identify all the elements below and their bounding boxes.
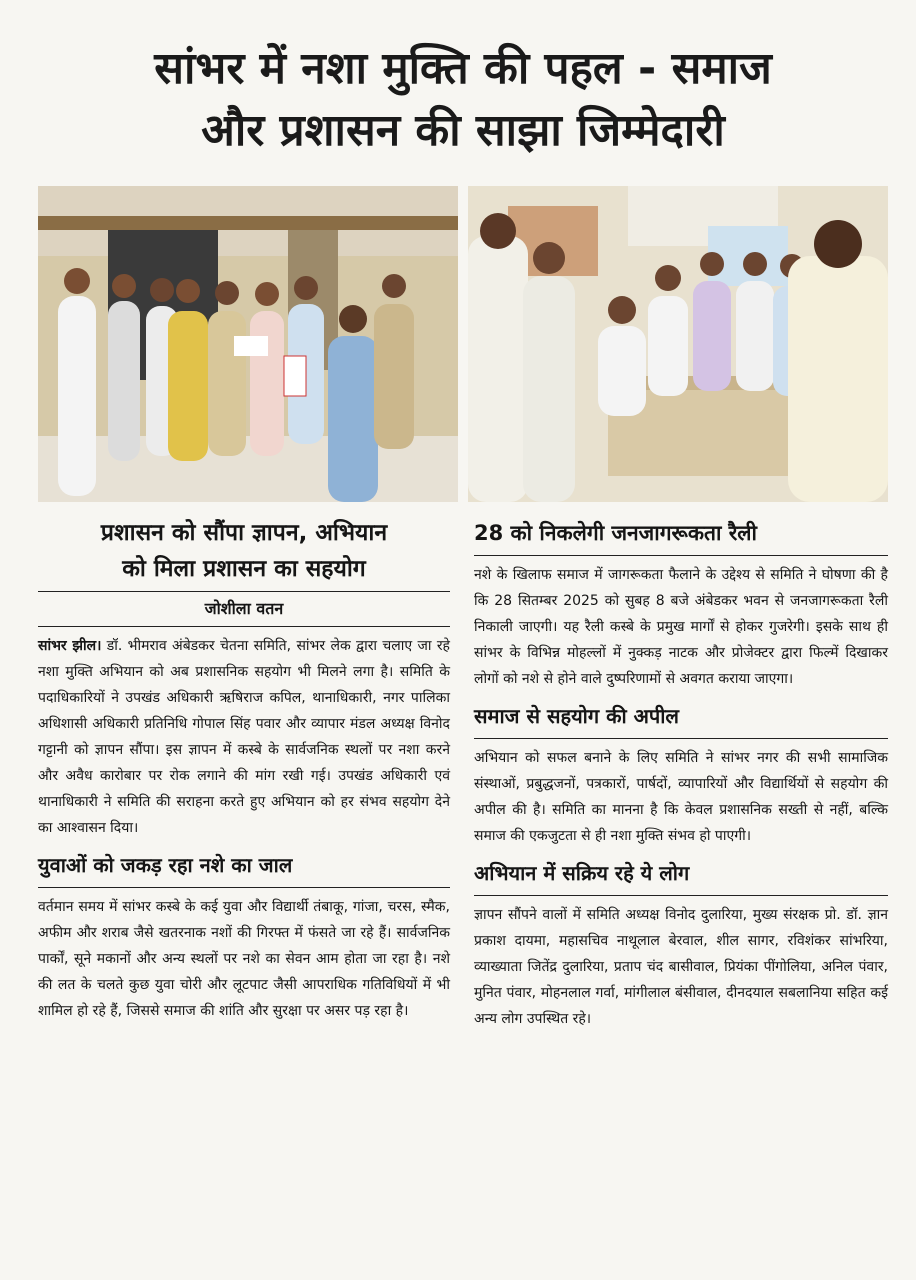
byline-divider	[38, 626, 450, 627]
headline-divider	[38, 591, 450, 592]
right-subhead-2: समाज से सहयोग की अपील	[474, 704, 679, 728]
right-paragraph-2: अभियान को सफल बनाने के लिए समिति ने सांभर नगर की सभी सामाजिक संस्थाओं, प्रबुद्धजनों, पत्रकारों, पार्षदों, व्यापारियों और विद्यार्थियों से सहयोग की अपील की है। समिति का मानना है कि केवल प्रशासनिक सख्ती से नहीं, बल्कि समाज की एकजुटता से ही नशा मुक्ति संभव हो पाएगी।	[474, 750, 888, 844]
left-paragraph-1-text: डॉ. भीमराव अंबेडकर चेतना समिति, सांभर लेक द्वारा चलाए जा रहे नशा मुक्ति अभियान को अब प्रशासनिक सहयोग भी मिलने लगा है। समिति के पदाधिकारियों ने उपखंड अधिकारी ऋषिराज कपिल, थानाधिकारी, नगर पालिका अधिशासी अधिकारी प्रतिनिधि गोपाल सिंह पवार और व्यापार मंडल अध्यक्ष विनोद गट्टानी को ज्ञापन सौंपा। इस ज्ञापन में कस्बे के सार्वजनिक स्थलों पर नशा करने और अवैध कारोबार पर रोक लगाने की मांग रखी गई। उपखंड अधिकारी एवं थानाधिकारी ने समिति की सराहना करते हुए अभियान को हर संभव सहयोग देने का आश्वासन दिया।	[38, 638, 450, 836]
subhead-2-divider	[38, 887, 450, 888]
left-paragraph-1	[38, 633, 450, 841]
photo-2-illustration	[468, 186, 888, 502]
right-paragraph-1: नशे के खिलाफ समाज में जागरूकता फैलाने के उद्देश्य से समिति ने घोषणा की है कि 28 सितम्बर 2025 को सुबह 8 बजे अंबेडकर भवन से जनजागरूकता रैली निकाली जाएगी। यह रैली कस्बे के प्रमुख मार्गों से होकर गुजरेगी। इसके साथ ही सांभर के विभिन्न मोहल्लों में नुक्कड़ नाटक और प्रोजेक्टर द्वारा फिल्में दिखाकर लोगों को नशे से होने वाले दुष्परिणामों से अवगत कराया जाएगा।	[474, 567, 888, 687]
right-subhead-1: 28 को निकलेगी जनजागरूकता रैली	[474, 521, 757, 545]
right-subhead-3-divider	[474, 895, 888, 896]
left-headline-line-1: प्रशासन को सौंपा ज्ञापन, अभियान	[100, 520, 388, 546]
article-title	[40, 38, 886, 162]
right-column	[474, 515, 888, 1032]
photo-1-illustration	[38, 186, 458, 502]
right-subhead-2-divider	[474, 738, 888, 739]
right-subhead-3: अभियान में सक्रिय रहे ये लोग	[474, 861, 690, 885]
photo-office-meeting	[468, 186, 888, 502]
left-subhead-2: युवाओं को जकड़ रहा नशे का जाल	[38, 853, 293, 877]
title-line-1: सांभर में नशा मुक्ति की पहल - समाज	[154, 43, 772, 94]
photo-memorandum-handover	[38, 186, 458, 502]
title-line-2: और प्रशासन की साझा जिम्मेदारी	[201, 105, 725, 156]
dateline: सांभर झील।	[38, 638, 102, 654]
left-headline-line-2: को मिला प्रशासन का सहयोग	[122, 556, 366, 582]
right-subhead-1-divider	[474, 555, 888, 556]
byline: जोशीला वतन	[204, 599, 284, 618]
right-paragraph-3: ज्ञापन सौंपने वालों में समिति अध्यक्ष विनोद दुलारिया, मुख्य संरक्षक प्रो. डॉ. ज्ञान प्रकाश दायमा, महासचिव नाथूलाल बेरवाल, शील सागर, रविशंकर सांभरिया, व्याख्याता जितेंद्र दुलारिया, प्रताप चंद बासीवाल, प्रियंका पींगोलिया, अनिल पंवार, मुनित पंवार, मोहनलाल गर्वा, मांगीलाल बंसीवाल, दीनदयाल सबलानिया सहित कई अन्य लोग उपस्थित रहे।	[474, 907, 888, 1027]
left-paragraph-2: वर्तमान समय में सांभर कस्बे के कई युवा और विद्यार्थी तंबाकू, गांजा, चरस, स्मैक, अफीम और शराब जैसे खतरनाक नशों की गिरफ्त में फंसते जा रहे हैं। सार्वजनिक पार्कों, सूने मकानों और अन्य स्थलों पर नशे का सेवन आम होता जा रहा है। नशे की लत के चलते कुछ युवा चोरी और लूटपाट जैसी आपराधिक गतिविधियों में भी शामिल हो रहे हैं, जिससे समाज की शांति और सुरक्षा पर असर पड़ रहा है।	[38, 899, 450, 1019]
left-column	[38, 515, 450, 1024]
